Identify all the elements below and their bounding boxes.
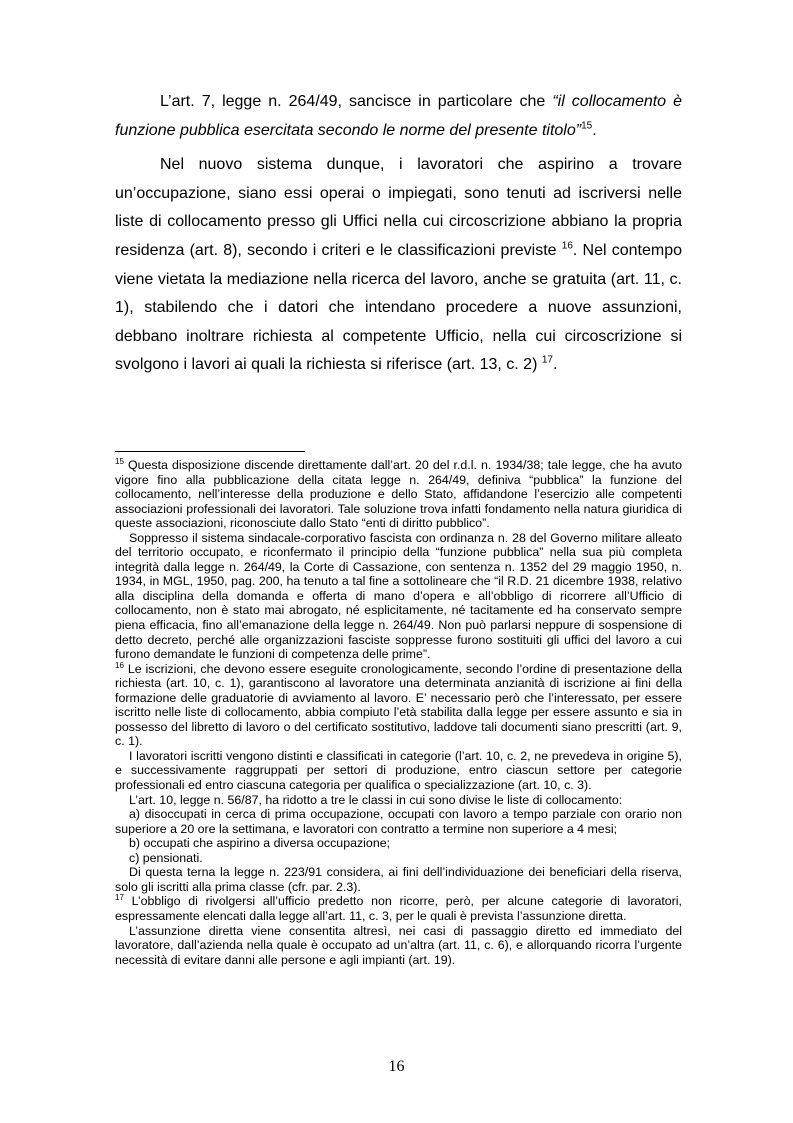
footnote-text: Le iscrizioni, che devono essere eseguite cronologicamente, secondo l’ordine di presentazione della richiesta (art. 10, c. 1), garantiscono al lavoratore una determinata anzianità di iscrizione ai fini della formazione delle graduatorie di avviamento al lavoro. E’ necessario però che l’interessato, per essere iscritto nelle liste di collocamento, abbia compiuto l’età stabilita dalla legge per essere assunto e sia in possesso del libretto di lavoro o del certificato sostitutivo, laddove tali documenti siano prescritti (art. 9, c. 1). [115, 661, 682, 749]
footnote-16 [115, 662, 682, 895]
paragraph-text: . [552, 356, 558, 374]
paragraph-new-system [115, 151, 682, 380]
footnote-ref-16[interactable]: 16 [561, 240, 573, 252]
footnote-paragraph: L’art. 10, legge n. 56/87, ha ridotto a tre le classi in cui sono divise le liste di collocamento: [129, 792, 623, 807]
footnote-text: Questa disposizione discende direttamente dall’art. 20 del r.d.l. n. 1934/38; tale legge, che ha avuto vigore fino alla pubblicazione della citata legge n. 264/49, definiva “pubblica” la funzione del collocamento, nell’interesse della produzione e dello Stato, affidandone l’esercizio alle competenti associazioni professionali dei lavoratori. Tale soluzione trova infatti fondamento nella natura giuridica di queste associazioni, riconosciute dallo Stato “enti di diritto pubblico”. [115, 458, 682, 531]
footnote-paragraph: Soppresso il sistema sindacale-corporativo fascista con ordinanza n. 28 del Governo militare alleato del territorio occupato, e riconfermato il principio della “funzione pubblica” nella sua più completa integrità dalla legge n. 264/49, la Corte di Cassazione, con sentenza n. 1352 del 29 maggio 1950, n. 1934, in MGL, 1950, pag. 200, ha tenuto a tal fine a sottolineare che “il R.D. 21 dicembre 1938, relativo alla disciplina della domanda e offerta di mano d’opera e all’obbligo di ricorrere all’Ufficio di collocamento, non è stato mai abrogato, né esplicitamente, né tacitamente ed ha conservato sempre piena efficacia, fino all’emanazione della legge n. 264/49. Non può parlarsi neppure di sospensione di detto decreto, perché alle organizzazioni fasciste soppresse furono sostituiti gli uffici del lavoro a cui furono demandate le funzioni di competenza delle prime”. [115, 530, 682, 662]
footnote-paragraph [115, 894, 682, 923]
footnote-list-item: c) pensionati. [129, 850, 203, 865]
footnote-paragraph [115, 662, 682, 749]
footnote-ref-17[interactable]: 17 [541, 355, 553, 367]
quoted-law-text: “il collocamento è funzione pubblica esercitata secondo le norme del presente titolo” [115, 93, 683, 139]
footnote-ref-15[interactable]: 15 [581, 120, 593, 132]
footnotes [115, 458, 682, 967]
paragraph-text: Nel nuovo sistema dunque, i lavoratori che aspirino a trovare un’occupazione, siano essi operai o impiegati, sono tenuti ad iscriversi nelle liste di collocamento presso gli Uffici nella cui circoscrizione abbiano la propria residenza (art. 8), secondo i criteri e le classificazioni previste [115, 156, 682, 259]
footnote-list-item: a) disoccupati in cerca di prima occupazione, occupati con lavoro a tempo parziale con orario non superiore a 20 ore la settimana, e lavoratori con contratto a termine non superiore a 4 mesi; [115, 807, 682, 836]
footnote-text: L’obbligo di rivolgersi all’ufficio predetto non ricorre, però, per alcune categorie di lavoratori, espressamente elencati dalla legge all’art. 11, c. 3, per le quali è prevista l’assunzione diretta. [115, 894, 682, 923]
footnote-paragraph: L’assunzione diretta viene consentita altresì, nei casi di passaggio diretto ed immediato del lavoratore, dall’azienda nella quale è occupato ad un’altra (art. 11, c. 6), e allorquando ricorra l’urgente necessità di evitare danni alle persone e agli impianti (art. 19). [115, 923, 682, 967]
footnote-paragraph: I lavoratori iscritti vengono distinti e classificati in categorie (l’art. 10, c. 2, ne prevedeva in origine 5), e successivamente raggruppati per settori di produzione, entro ciascun settore per categorie professionali ed entro ciascuna categoria per qualifica o specializzazione (art. 10, c. 3). [115, 748, 682, 793]
main-text [115, 88, 682, 380]
paragraph-text: L’art. 7, legge n. 264/49, sancisce in particolare che [160, 93, 553, 110]
footnote-15 [115, 458, 682, 662]
footnote-number: 15 [115, 456, 124, 466]
paragraph-text: . Nel contempo viene vietata la mediazione nella ricerca del lavoro, anche se gratuita (art. 11, c. 1), stabilendo che i datori che intendano procedere a nuove assunzioni, debbano inoltrare richiesta al competente Ufficio, nella cui circoscrizione si svolgono i lavori ai quali la richiesta si riferisce (art. 13, c. 2) [115, 241, 682, 374]
paragraph-art7 [115, 88, 682, 145]
footnote-number: 16 [115, 660, 124, 670]
footnote-paragraph [115, 458, 682, 531]
footnote-number: 17 [115, 893, 124, 903]
footnote-list-item: b) occupati che aspirino a diversa occupazione; [129, 836, 391, 851]
paragraph-text: . [592, 121, 597, 139]
footnote-separator [115, 451, 305, 452]
footnote-17 [115, 894, 682, 967]
page-number: 16 [388, 1058, 405, 1075]
footnote-paragraph: Di questa terna la legge n. 223/91 considera, ai fini dell’individuazione dei beneficiari della riserva, solo gli iscritti alla prima classe (cfr. par. 2.3). [115, 865, 682, 894]
